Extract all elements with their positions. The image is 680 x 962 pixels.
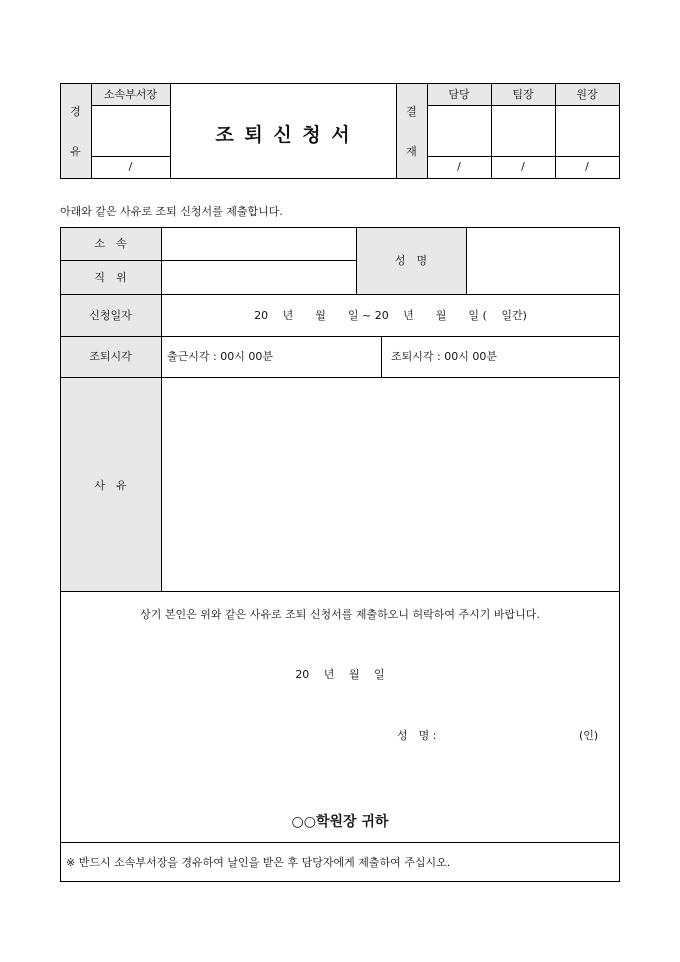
- dept-head-label: 소속부서장: [103, 88, 158, 101]
- route-label-bottom: 유: [70, 145, 81, 158]
- name-field[interactable]: [467, 228, 619, 294]
- name-label: 성 명: [394, 254, 428, 267]
- approval-sign-team-lead[interactable]: [492, 106, 554, 156]
- page-title: 조 퇴 신 청 서: [215, 124, 352, 146]
- intro-text: 아래와 같은 사유로 조퇴 신청서를 제출합니다.: [60, 205, 283, 218]
- sign-label: 성 명 :: [397, 729, 437, 742]
- apply-date-value[interactable]: 20 년 월 일 ~ 20 년 월 일 ( 일간): [254, 309, 527, 322]
- reason-label: 사 유: [94, 479, 127, 492]
- approval-col-director-date: /: [585, 160, 589, 173]
- seal-mark: (인): [579, 729, 599, 742]
- approval-sign-director[interactable]: [556, 106, 618, 156]
- route-label-top: 경: [70, 105, 81, 118]
- position-label: 직 위: [94, 271, 127, 284]
- dept-head-date: /: [128, 160, 133, 173]
- approval-col-staff-date: /: [457, 160, 461, 173]
- approval-sign-staff[interactable]: [428, 106, 490, 156]
- approval-col-team-lead-label: 팀장: [512, 88, 534, 101]
- checkin-time-field[interactable]: 출근시각 : 00시 00분: [167, 350, 273, 363]
- approval-col-staff-label: 담당: [448, 88, 470, 101]
- approval-col-director-label: 원장: [576, 88, 598, 101]
- position-field[interactable]: [162, 261, 356, 294]
- approval-label-cell: [396, 83, 427, 179]
- leave-time-label: 조퇴시각: [89, 350, 132, 363]
- approval-col-team-lead-date: /: [521, 160, 525, 173]
- affiliation-label: 소 속: [94, 237, 127, 250]
- approval-label-bottom: 재: [406, 145, 417, 158]
- approval-label-top: 결: [406, 105, 417, 118]
- route-label-cell: [60, 83, 91, 179]
- leave-time-field[interactable]: 조퇴시각 : 00시 00분: [391, 350, 497, 363]
- reason-field[interactable]: [162, 378, 619, 591]
- note-text: ※ 반드시 소속부서장을 경유하여 날인을 받은 후 담당자에게 제출하여 주십시오.: [66, 856, 451, 869]
- sign-field[interactable]: [462, 724, 572, 746]
- recipient-text: ○○학원장 귀하: [291, 814, 389, 830]
- date-line[interactable]: 20 년 월 일: [295, 668, 385, 681]
- affiliation-field[interactable]: [162, 228, 356, 260]
- statement-text: 상기 본인은 위와 같은 사유로 조퇴 신청서를 제출하오니 허락하여 주시기 바랍니다.: [140, 608, 540, 621]
- apply-date-label: 신청일자: [89, 309, 132, 322]
